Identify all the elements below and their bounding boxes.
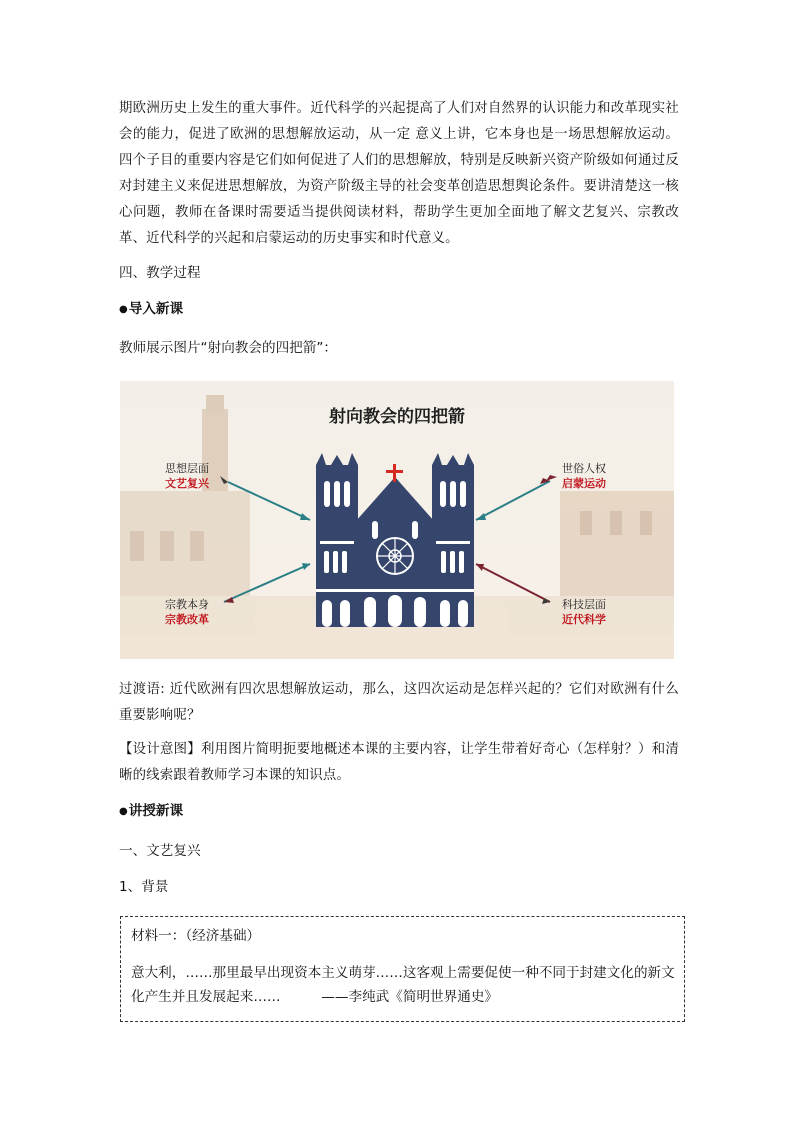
material-title: 材料一：（经济基础）: [131, 928, 261, 944]
figure-illustration: [120, 381, 674, 659]
label-reformation: 宗教改革: [165, 613, 209, 626]
label-modern-science: 近代科学: [562, 613, 606, 626]
design-intent-text: 【设计意图】利用图片简明扼要地概述本课的主要内容，让学生带着好奇心（怎样射？）和清晰的线索跟着教师学习本课的知识点。: [119, 742, 679, 783]
section-heading-teaching-process: 四、教学过程: [119, 265, 201, 281]
heading-teach-new-lesson: ●讲授新课: [119, 803, 184, 819]
four-arrows-figure: [120, 381, 674, 659]
caption-secular-rights: 世俗人权: [562, 462, 606, 475]
section-heading-renaissance: 一、文艺复兴: [119, 843, 201, 859]
bullet-icon: ●: [119, 806, 128, 817]
label-enlightenment: 启蒙运动: [562, 477, 606, 490]
label-renaissance: 文艺复兴: [165, 477, 209, 490]
caption-thought-level: 思想层面: [165, 462, 209, 475]
church-icon: [316, 453, 474, 627]
teacher-shows-text: 教师展示图片“射向教会的四把箭”：: [119, 340, 337, 356]
bullet-icon: ●: [119, 304, 128, 315]
intro-paragraph: 期欧洲历史上发生的重大事件。近代科学的兴起提高了人们对自然界的认识能力和改革现实社会的能力，促进了欧洲的思想解放运动，从一定 意义上讲，它本身也是一场思想解放运动。四个子目的重要内容是它们如何促进了人们的思想解放，特别是反映新兴资产阶级如何通过反对封建主义来促进思想解放，为资产阶级主导的社会变革创造思想舆论条件。要讲清楚这一核心问题，教师在备课时需要适当提供阅读材料，帮助学生更加全面地了解文艺复兴、宗教改革、近代科学的兴起和启蒙运动的历史事实和时代意义。: [119, 101, 679, 246]
material-body: 意大利，……那里最早出现资本主义萌芽……这客观上需要促使一种不同于封建文化的新文化产生并且发展起来…… ——李纯武《简明世界通史》: [131, 965, 675, 1005]
transition-text: 过渡语: 近代欧洲有四次思想解放运动，那么，这四次运动是怎样兴起的？它们对欧洲有什么重要影响呢？: [119, 682, 679, 723]
subheading-background: 1、背景: [119, 879, 169, 895]
figure-title: 射向教会的四把箭: [329, 407, 465, 427]
material-box: [120, 916, 685, 1022]
heading-intro-new-lesson: ●导入新课: [119, 301, 184, 317]
caption-tech-level: 科技层面: [562, 598, 606, 611]
caption-religion-itself: 宗教本身: [165, 598, 209, 611]
